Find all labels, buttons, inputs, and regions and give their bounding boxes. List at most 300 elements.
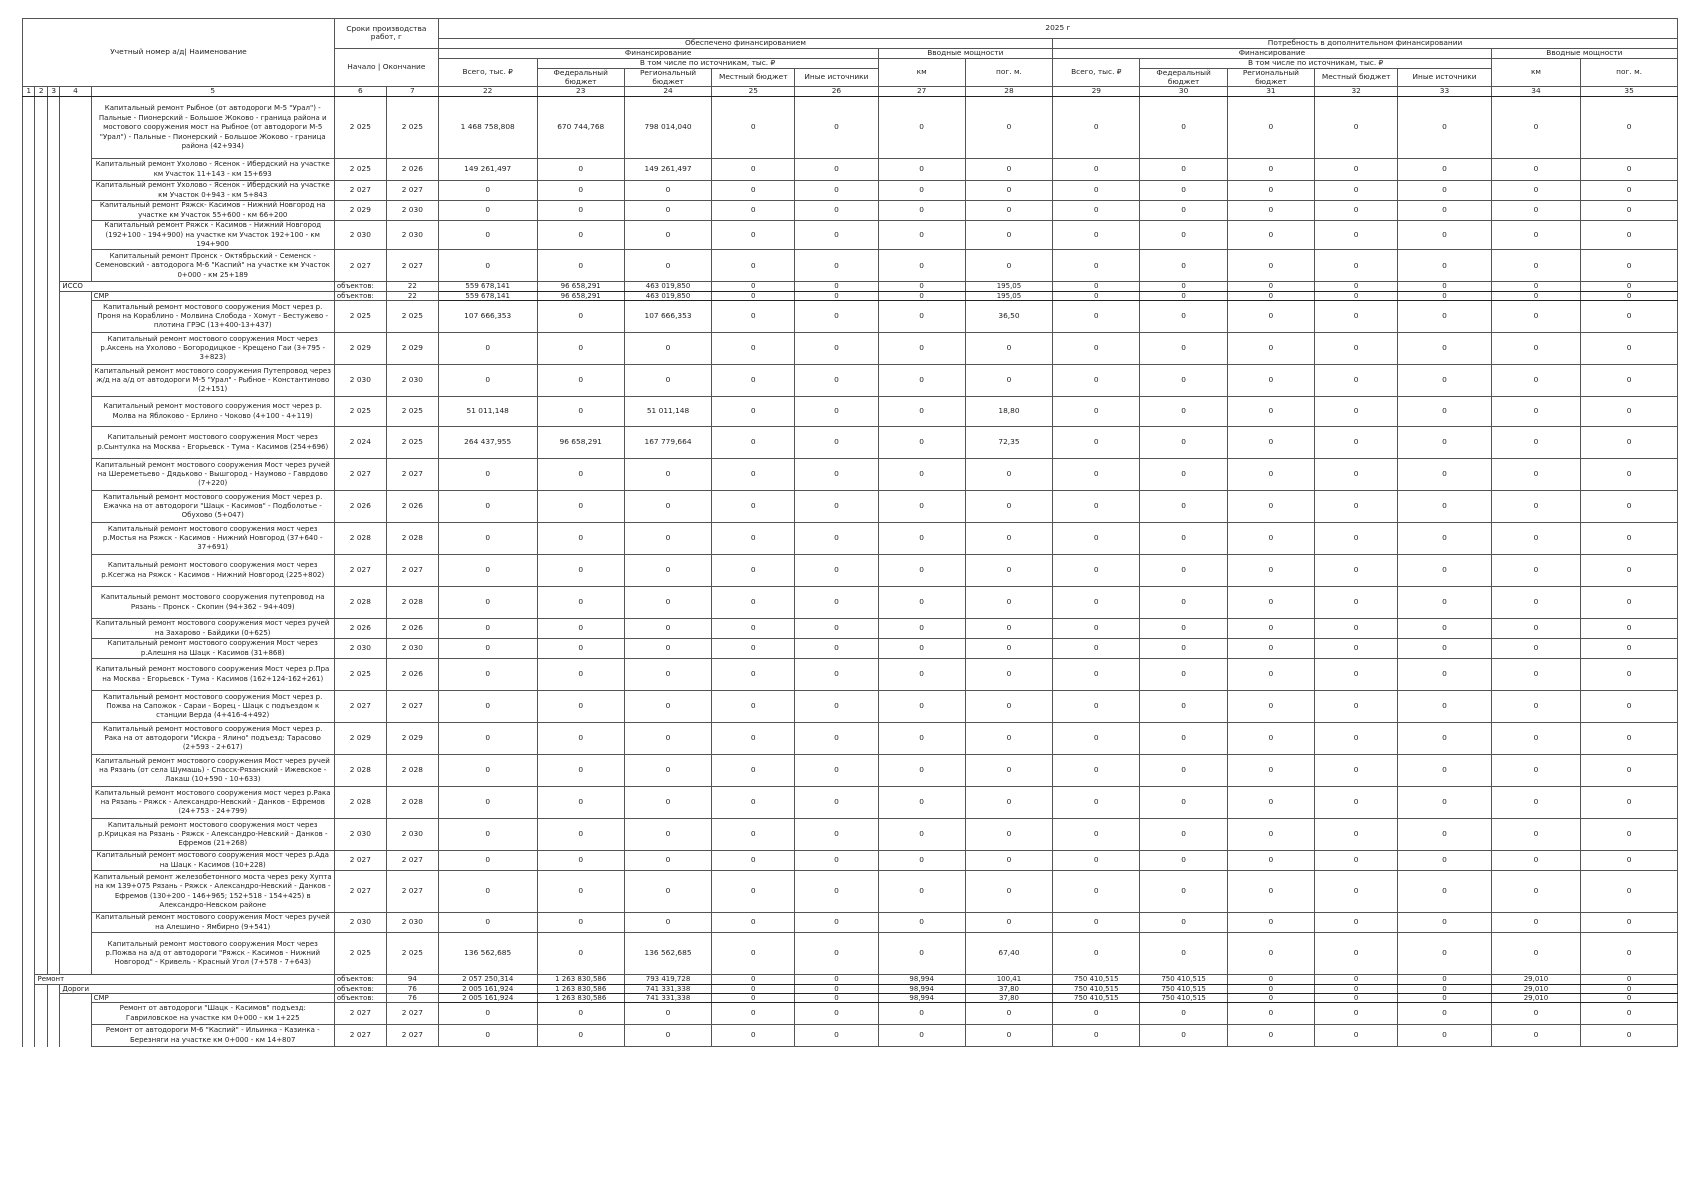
need-federal-cell: 0 <box>1140 787 1227 819</box>
secured-other-cell: 0 <box>795 1003 878 1025</box>
need-other-cell: 0 <box>1398 691 1492 723</box>
need-federal-cell: 0 <box>1140 397 1227 427</box>
table-row <box>23 819 1678 851</box>
indent-cell <box>23 97 35 159</box>
secured-other-cell: 0 <box>795 491 878 523</box>
end-year: 2 029 <box>386 333 438 365</box>
secured-regional-cell: 798 014,040 <box>624 97 711 159</box>
need-regional-total: 0 <box>1227 994 1314 1003</box>
need-regional-cell: 0 <box>1227 491 1314 523</box>
secured-other-cell: 0 <box>795 787 878 819</box>
indent-cell <box>23 250 35 282</box>
secured-federal-cell: 0 <box>537 819 624 851</box>
need-pm-total: 0 <box>1581 994 1678 1003</box>
secured-federal-cell: 0 <box>537 1025 624 1047</box>
secured-local-cell: 0 <box>712 250 795 282</box>
object-name: Ремонт от автодороги М-6 "Каспий" - Ильинка - Казинка - Березняги на участке км 0+000 - км 14+807 <box>91 1025 334 1047</box>
secured-local-cell: 0 <box>712 639 795 659</box>
need-other-cell: 0 <box>1398 933 1492 975</box>
indent-cell <box>23 523 35 555</box>
need-total-cell: 0 <box>1053 333 1140 365</box>
secured-federal-cell: 0 <box>537 333 624 365</box>
secured-total-cell: 0 <box>438 365 537 397</box>
need-pm-cell: 0 <box>1581 755 1678 787</box>
column-number: 22 <box>438 87 537 97</box>
end-year: 2 027 <box>386 555 438 587</box>
indent-cell <box>47 159 59 181</box>
start-year: 2 028 <box>334 523 386 555</box>
need-pm-cell: 0 <box>1581 523 1678 555</box>
secured-other-cell: 0 <box>795 201 878 221</box>
secured-federal-cell: 0 <box>537 459 624 491</box>
indent-cell <box>60 691 91 723</box>
object-name: Капитальный ремонт железобетонного моста через реку Хупта на км 139+075 Рязань - Ряжск - Александро-Невский - Данков - Ефремов (130+200 - 146+965; 152+518 - 154+425) в Александро-Невском районе <box>91 871 334 913</box>
need-km-total: 29,010 <box>1491 984 1580 993</box>
secured-regional-cell: 0 <box>624 1003 711 1025</box>
secured-federal-cell: 0 <box>537 397 624 427</box>
need-km-cell: 0 <box>1491 97 1580 159</box>
indent-cell <box>47 755 59 787</box>
need-other-cell: 0 <box>1398 639 1492 659</box>
secured-local-cell: 0 <box>712 913 795 933</box>
secured-regional-total: 793 419,728 <box>624 975 711 984</box>
need-total-cell: 0 <box>1053 459 1140 491</box>
secured-other-cell: 0 <box>795 819 878 851</box>
need-pm-cell: 0 <box>1581 851 1678 871</box>
column-number: 32 <box>1315 87 1398 97</box>
indent-cell <box>47 639 59 659</box>
object-name: Капитальный ремонт мостового сооружения Мост через р. Проня на Кораблино - Молвина Слобода - Хомут - Бестужево - плотина ГРЭС (13+400-13+437) <box>91 301 334 333</box>
need-other-header: Иные источники <box>1398 68 1492 87</box>
secured-km-total: 98,994 <box>878 984 965 993</box>
indent-cell <box>35 787 47 819</box>
secured-other-total: 0 <box>795 975 878 984</box>
need-pm-cell: 0 <box>1581 659 1678 691</box>
budget-sheet <box>22 18 1678 1047</box>
indent-cell <box>60 1025 91 1047</box>
secured-km-total: 98,994 <box>878 994 965 1003</box>
need-regional-cell: 0 <box>1227 523 1314 555</box>
secured-km-total: 0 <box>878 282 965 291</box>
object-name: Капитальный ремонт мостового сооружения мост через ручей на Захарово - Байдики (0+625) <box>91 619 334 639</box>
indent-cell <box>47 1025 59 1047</box>
secured-pm-cell: 0 <box>965 221 1052 250</box>
need-total-cell: 0 <box>1053 97 1140 159</box>
need-pm-cell: 0 <box>1581 587 1678 619</box>
secured-total-cell: 1 468 758,808 <box>438 97 537 159</box>
secured-km-cell: 0 <box>878 619 965 639</box>
need-local-cell: 0 <box>1315 619 1398 639</box>
need-local-cell: 0 <box>1315 659 1398 691</box>
secured-regional-cell: 0 <box>624 587 711 619</box>
indent-cell <box>35 250 47 282</box>
secured-other-cell: 0 <box>795 301 878 333</box>
secured-total-header: Всего, тыс. ₽ <box>438 58 537 87</box>
need-km-cell: 0 <box>1491 427 1580 459</box>
secured-regional-cell: 0 <box>624 619 711 639</box>
secured-km-cell: 0 <box>878 523 965 555</box>
need-local-cell: 0 <box>1315 787 1398 819</box>
start-year: 2 027 <box>334 1025 386 1047</box>
need-local-cell: 0 <box>1315 491 1398 523</box>
secured-federal-total: 1 263 830,586 <box>537 975 624 984</box>
indent-cell <box>47 1003 59 1025</box>
need-local-total: 0 <box>1315 984 1398 993</box>
need-federal-cell: 0 <box>1140 933 1227 975</box>
secured-regional-cell: 0 <box>624 555 711 587</box>
need-local-cell: 0 <box>1315 1003 1398 1025</box>
need-total-cell: 0 <box>1053 723 1140 755</box>
indent-cell <box>60 933 91 975</box>
secured-other-cell: 0 <box>795 523 878 555</box>
end-year: 2 025 <box>386 397 438 427</box>
secured-local-cell: 0 <box>712 301 795 333</box>
group-row-smr1 <box>23 291 1678 300</box>
end-year: 2 026 <box>386 619 438 639</box>
need-total-cell: 0 <box>1053 201 1140 221</box>
need-pm-cell: 0 <box>1581 221 1678 250</box>
need-km-total: 0 <box>1491 291 1580 300</box>
indent-cell <box>23 787 35 819</box>
need-total-cell: 0 <box>1053 1003 1140 1025</box>
secured-km-cell: 0 <box>878 819 965 851</box>
group-unit: объектов: <box>334 291 386 300</box>
indent-cell <box>35 523 47 555</box>
indent-cell <box>35 301 47 333</box>
secured-federal-cell: 0 <box>537 301 624 333</box>
need-other-total: 0 <box>1398 994 1492 1003</box>
secured-pm-cell: 0 <box>965 333 1052 365</box>
need-regional-cell: 0 <box>1227 787 1314 819</box>
start-year: 2 025 <box>334 933 386 975</box>
need-regional-cell: 0 <box>1227 587 1314 619</box>
indent-cell <box>35 555 47 587</box>
secured-pm-cell: 0 <box>965 1025 1052 1047</box>
table-row <box>23 933 1678 975</box>
indent-cell <box>23 639 35 659</box>
need-regional-total: 0 <box>1227 984 1314 993</box>
need-regional-cell: 0 <box>1227 723 1314 755</box>
need-federal-cell: 0 <box>1140 221 1227 250</box>
need-local-cell: 0 <box>1315 201 1398 221</box>
secured-km-cell: 0 <box>878 659 965 691</box>
need-local-total: 0 <box>1315 291 1398 300</box>
table-row <box>23 1025 1678 1047</box>
need-other-cell: 0 <box>1398 587 1492 619</box>
column-number: 35 <box>1581 87 1678 97</box>
secured-total-total: 2 005 161,924 <box>438 984 537 993</box>
secured-total-cell: 0 <box>438 755 537 787</box>
secured-regional-cell: 0 <box>624 851 711 871</box>
group-row-smr2 <box>23 994 1678 1003</box>
indent-cell <box>60 871 91 913</box>
need-other-cell: 0 <box>1398 851 1492 871</box>
table-row <box>23 619 1678 639</box>
secured-regional-cell: 107 666,353 <box>624 301 711 333</box>
secured-federal-cell: 670 744,768 <box>537 97 624 159</box>
need-local-cell: 0 <box>1315 819 1398 851</box>
start-year: 2 024 <box>334 427 386 459</box>
table-row <box>23 459 1678 491</box>
group-label: СМР <box>91 994 334 1003</box>
secured-regional-total: 741 331,338 <box>624 984 711 993</box>
need-km-cell: 0 <box>1491 555 1580 587</box>
secured-other-cell: 0 <box>795 755 878 787</box>
group-label: ИССО <box>60 282 334 291</box>
secured-local-cell: 0 <box>712 587 795 619</box>
need-km-cell: 0 <box>1491 523 1580 555</box>
secured-other-cell: 0 <box>795 913 878 933</box>
secured-total-cell: 0 <box>438 913 537 933</box>
need-federal-cell: 0 <box>1140 691 1227 723</box>
end-year: 2 027 <box>386 1025 438 1047</box>
need-total-total: 750 410,515 <box>1053 975 1140 984</box>
start-year: 2 025 <box>334 659 386 691</box>
need-federal-cell: 0 <box>1140 301 1227 333</box>
need-federal-cell: 0 <box>1140 181 1227 201</box>
need-regional-cell: 0 <box>1227 913 1314 933</box>
indent-cell <box>35 994 47 1003</box>
indent-cell <box>60 301 91 333</box>
secured-local-cell: 0 <box>712 397 795 427</box>
secured-km-cell: 0 <box>878 755 965 787</box>
secured-regional-cell: 0 <box>624 523 711 555</box>
column-number: 1 <box>23 87 35 97</box>
secured-federal-cell: 0 <box>537 787 624 819</box>
indent-cell <box>60 523 91 555</box>
start-year: 2 025 <box>334 397 386 427</box>
need-federal-cell: 0 <box>1140 819 1227 851</box>
indent-cell <box>23 397 35 427</box>
indent-cell <box>47 913 59 933</box>
end-year: 2 029 <box>386 723 438 755</box>
column-number: 7 <box>386 87 438 97</box>
need-km-cell: 0 <box>1491 491 1580 523</box>
indent-cell <box>23 994 35 1003</box>
table-row <box>23 587 1678 619</box>
table-body <box>23 97 1678 1047</box>
secured-regional-cell: 167 779,664 <box>624 427 711 459</box>
secured-federal-cell: 0 <box>537 619 624 639</box>
table-row <box>23 523 1678 555</box>
secured-total-cell: 0 <box>438 851 537 871</box>
need-total-cell: 0 <box>1053 691 1140 723</box>
indent-cell <box>60 555 91 587</box>
indent-cell <box>23 201 35 221</box>
secured-pm-cell: 0 <box>965 851 1052 871</box>
need-federal-cell: 0 <box>1140 587 1227 619</box>
need-total-total: 0 <box>1053 282 1140 291</box>
need-regional-cell: 0 <box>1227 755 1314 787</box>
need-regional-cell: 0 <box>1227 159 1314 181</box>
start-year: 2 027 <box>334 851 386 871</box>
secured-local-cell: 0 <box>712 333 795 365</box>
need-regional-cell: 0 <box>1227 851 1314 871</box>
secured-pm-cell: 0 <box>965 913 1052 933</box>
object-name: Капитальный ремонт мостового сооружения Мост через р.Алешня на Шацк - Касимов (31+868) <box>91 639 334 659</box>
object-name: Капитальный ремонт мостового сооружения Мост через р.Аксень на Ухолово - Богородицкое - Крещено Гаи (3+795 - 3+823) <box>91 333 334 365</box>
secured-pm-cell: 0 <box>965 659 1052 691</box>
indent-cell <box>23 181 35 201</box>
secured-other-cell: 0 <box>795 397 878 427</box>
secured-other-cell: 0 <box>795 250 878 282</box>
indent-cell <box>60 427 91 459</box>
secured-federal-cell: 0 <box>537 587 624 619</box>
secured-total-cell: 51 011,148 <box>438 397 537 427</box>
need-other-total: 0 <box>1398 984 1492 993</box>
start-year: 2 027 <box>334 691 386 723</box>
secured-other-total: 0 <box>795 282 878 291</box>
secured-pm-cell: 0 <box>965 555 1052 587</box>
need-local-cell: 0 <box>1315 250 1398 282</box>
secured-other-total: 0 <box>795 994 878 1003</box>
start-year: 2 026 <box>334 491 386 523</box>
table-row <box>23 871 1678 913</box>
need-federal-cell: 0 <box>1140 755 1227 787</box>
column-number: 6 <box>334 87 386 97</box>
need-total-cell: 0 <box>1053 933 1140 975</box>
object-name: Капитальный ремонт мостового сооружения мост через р.Крицкая на Рязань - Ряжск - Александро-Невский - Данков - Ефремов (21+268) <box>91 819 334 851</box>
indent-cell <box>47 523 59 555</box>
secured-local-cell: 0 <box>712 555 795 587</box>
need-total-cell: 0 <box>1053 755 1140 787</box>
need-pm-cell: 0 <box>1581 639 1678 659</box>
secured-pm-cell: 0 <box>965 787 1052 819</box>
indent-cell <box>47 333 59 365</box>
object-name: Капитальный ремонт Пронск - Октябрьский - Семенск - Семеновский - автодорога М-6 "Каспий" на участке км Участок 0+000 - км 25+189 <box>91 250 334 282</box>
secured-federal-cell: 0 <box>537 201 624 221</box>
secured-km-cell: 0 <box>878 97 965 159</box>
indent-cell <box>35 851 47 871</box>
column-number: 3 <box>47 87 59 97</box>
need-regional-total: 0 <box>1227 975 1314 984</box>
table-row <box>23 250 1678 282</box>
need-total-cell: 0 <box>1053 913 1140 933</box>
secured-total-cell: 0 <box>438 587 537 619</box>
secured-regional-total: 463 019,850 <box>624 282 711 291</box>
start-year: 2 027 <box>334 555 386 587</box>
secured-other-cell: 0 <box>795 871 878 913</box>
column-number: 34 <box>1491 87 1580 97</box>
need-regional-cell: 0 <box>1227 459 1314 491</box>
need-km-cell: 0 <box>1491 1025 1580 1047</box>
need-km-cell: 0 <box>1491 333 1580 365</box>
year-header: 2025 г <box>438 19 1677 39</box>
need-other-cell: 0 <box>1398 555 1492 587</box>
secured-regional-cell: 0 <box>624 639 711 659</box>
need-local-cell: 0 <box>1315 1025 1398 1047</box>
secured-regional-cell: 0 <box>624 755 711 787</box>
need-local-cell: 0 <box>1315 221 1398 250</box>
need-other-cell: 0 <box>1398 333 1492 365</box>
indent-cell <box>23 619 35 639</box>
secured-total-cell: 0 <box>438 333 537 365</box>
secured-km-cell: 0 <box>878 201 965 221</box>
need-local-cell: 0 <box>1315 333 1398 365</box>
indent-cell <box>47 301 59 333</box>
column-number: 4 <box>60 87 91 97</box>
need-other-cell: 0 <box>1398 619 1492 639</box>
start-year: 2 029 <box>334 333 386 365</box>
need-total-cell: 0 <box>1053 491 1140 523</box>
need-other-cell: 0 <box>1398 397 1492 427</box>
indent-cell <box>47 619 59 639</box>
secured-federal-cell: 0 <box>537 933 624 975</box>
need-regional-cell: 0 <box>1227 819 1314 851</box>
indent-cell <box>47 250 59 282</box>
need-local-cell: 0 <box>1315 691 1398 723</box>
indent-cell <box>60 819 91 851</box>
need-pm-cell: 0 <box>1581 819 1678 851</box>
need-km-cell: 0 <box>1491 1003 1580 1025</box>
need-other-cell: 0 <box>1398 523 1492 555</box>
need-local-cell: 0 <box>1315 723 1398 755</box>
secured-other-cell: 0 <box>795 723 878 755</box>
secured-local-cell: 0 <box>712 723 795 755</box>
need-regional-cell: 0 <box>1227 639 1314 659</box>
indent-cell <box>35 755 47 787</box>
indent-cell <box>47 397 59 427</box>
end-year: 2 025 <box>386 427 438 459</box>
secured-total-cell: 107 666,353 <box>438 301 537 333</box>
secured-total-cell: 0 <box>438 459 537 491</box>
table-row <box>23 639 1678 659</box>
indent-cell <box>47 181 59 201</box>
need-header: Потребность в дополнительном финансировании <box>1053 39 1678 49</box>
secured-regional-cell: 0 <box>624 819 711 851</box>
secured-local-cell: 0 <box>712 819 795 851</box>
group-row-remont <box>23 975 1678 984</box>
column-number-row <box>23 87 1678 97</box>
need-federal-cell: 0 <box>1140 723 1227 755</box>
table-row <box>23 397 1678 427</box>
indent-cell <box>60 659 91 691</box>
object-name: Капитальный ремонт мостового сооружения Мост через ручей на Шереметьево - Дядьково - Вышгород - Наумово - Гаврдово (7+220) <box>91 459 334 491</box>
indent-cell <box>60 333 91 365</box>
need-pm-header: пог. м. <box>1581 58 1678 87</box>
secured-federal-cell: 0 <box>537 659 624 691</box>
need-pm-cell: 0 <box>1581 301 1678 333</box>
need-km-total: 29,010 <box>1491 975 1580 984</box>
end-year: 2 025 <box>386 301 438 333</box>
need-km-cell: 0 <box>1491 787 1580 819</box>
secured-other-cell: 0 <box>795 933 878 975</box>
secured-total-cell: 0 <box>438 201 537 221</box>
secured-total-cell: 0 <box>438 1003 537 1025</box>
indent-cell <box>35 639 47 659</box>
need-local-cell: 0 <box>1315 181 1398 201</box>
indent-cell <box>23 1003 35 1025</box>
table-row <box>23 755 1678 787</box>
secured-federal-cell: 0 <box>537 723 624 755</box>
secured-local-cell: 0 <box>712 871 795 913</box>
financing-table <box>22 18 1678 1047</box>
object-name: Капитальный ремонт мостового сооружения Мост через р. Рака на от автодороги "Искра - Ялино" подъезд: Тарасово (2+593 - 2+617) <box>91 723 334 755</box>
need-km-cell: 0 <box>1491 619 1580 639</box>
object-name: Капитальный ремонт мостового сооружения Мост через р.Сынтулка на Москва - Егорьевск - Тума - Касимов (254+696) <box>91 427 334 459</box>
indent-cell <box>35 333 47 365</box>
start-year: 2 028 <box>334 755 386 787</box>
group-count: 76 <box>386 984 438 993</box>
secured-local-total: 0 <box>712 975 795 984</box>
secured-other-cell: 0 <box>795 555 878 587</box>
end-year: 2 030 <box>386 819 438 851</box>
indent-cell <box>35 201 47 221</box>
secured-km-cell: 0 <box>878 913 965 933</box>
indent-cell <box>60 994 91 1003</box>
indent-cell <box>60 755 91 787</box>
indent-cell <box>23 913 35 933</box>
